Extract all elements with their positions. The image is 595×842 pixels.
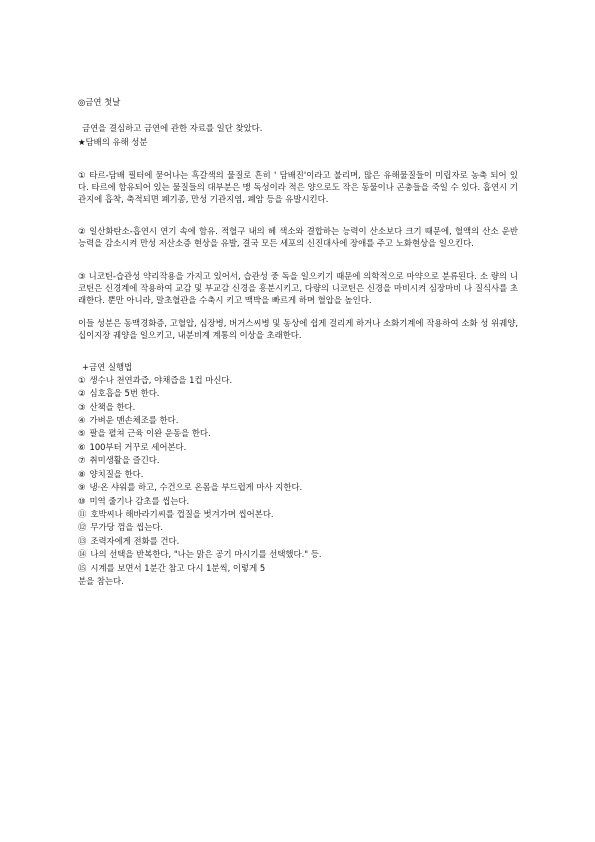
list-item: ⑩ 미역 줄기나 감초를 씹는다. (78, 495, 190, 506)
list-item: ③ 산책을 한다. (78, 401, 136, 412)
list-item: ⑭ 나의 선택을 반복한다, "나는 맑은 공기 마시기를 선택했다." 등. (78, 549, 322, 560)
list-item: ⑮ 시계를 보면서 1분간 참고 다시 1분씩, 이렇게 5 (78, 562, 266, 573)
nicotine-paragraph: ③ 니코틴-습관성 약리작용을 가지고 있어서, 습관성 중 독을 일으키기 때문에 의학적으로 마약으로 분류된다. 소 량의 니코틴은 신경계에 작용하여 교감 및 부교감 신경을 흥분시키고, 다량의 니코틴은 신경을 마비시켜 심장마비 나 질식사를 초래한다. 뿐만 아니라, 말초혈관을 수축시 키고 맥박을 빠르게 하며 혈압을 높인다. (78, 270, 518, 305)
list-item: ① 생수나 천연과즙, 야채즙을 1컵 마신다. (78, 374, 233, 385)
habits-heading: +금연 실행법 (82, 362, 133, 373)
list-item: ② 심호흡을 5번 한다. (78, 388, 160, 399)
list-item: ④ 가벼운 맨손체조를 한다. (78, 414, 179, 425)
carbon-monoxide-paragraph: ② 일산화탄소-흡연시 연기 속에 함유. 적혈구 내의 헤 색소와 결합하는 능력이 산소보다 크기 때문에, 혈액의 산소 운반 능력을 감소시켜 만성 저산소증 현상을 유발, 결국 모든 세포의 신진대사에 장애를 주고 노화현상을 일으킨다. (78, 226, 518, 249)
list-item: ⑪ 호박씨나 해바라기씨를 껍질을 벗겨가며 씹어본다. (78, 509, 274, 519)
closing-text: 분을 참는다. (78, 576, 124, 587)
list-item: ⑨ 냉·온 샤워를 하고, 수건으로 온몸을 부드럽게 마사 지한다. (78, 482, 303, 493)
tar-paragraph: ① 타르-담배 필터에 묻어나는 흑갈색의 물질로 흔히 ' 담배진'이라고 불리며, 많은 유해물질들이 미립자로 농축 되어 있다. 타르에 함유되어 있는 물질들의 대부분은 맹 독성이라 적은 양으로도 작은 동물이나 곤충들을 죽일 수 있다. 흡연시 기관지에 흡착, 축적되면 폐기종, 만성 기관지염, 폐암 등을 유발시킨다. (78, 169, 518, 204)
list-item: ⑬ 조력자에게 전화를 건다. (78, 535, 180, 546)
list-item: ⑥ 100부터 거꾸로 세어본다. (78, 441, 187, 452)
document-page (78, 96, 518, 587)
intro-text: 금연을 결심하고 금연에 관한 자료를 일단 찾았다. (82, 123, 263, 134)
list-item: ⑧ 양치질을 한다. (78, 468, 144, 479)
list-item: ⑦ 취미생활을 즐긴다. (78, 455, 160, 466)
page-title: ◎금연 첫날 (78, 97, 121, 107)
summary-paragraph: 이들 성분은 동맥경화증, 고혈압, 심장병, 버거스씨병 및 동상에 쉽게 걸리게 하거나 소화기계에 작용하여 소화 성 위궤양, 십이지장 궤양을 일으키고, 내분비계 계통의 이상을 초래한다. (78, 318, 518, 341)
habits-list (78, 374, 518, 576)
harm-heading: ★담배의 유해 성분 (78, 137, 148, 148)
list-item: ⑫ 무가당 껌을 씹는다. (78, 522, 164, 533)
list-item: ⑤ 팔을 펼쳐 근육 이완 운동을 한다. (78, 428, 211, 439)
